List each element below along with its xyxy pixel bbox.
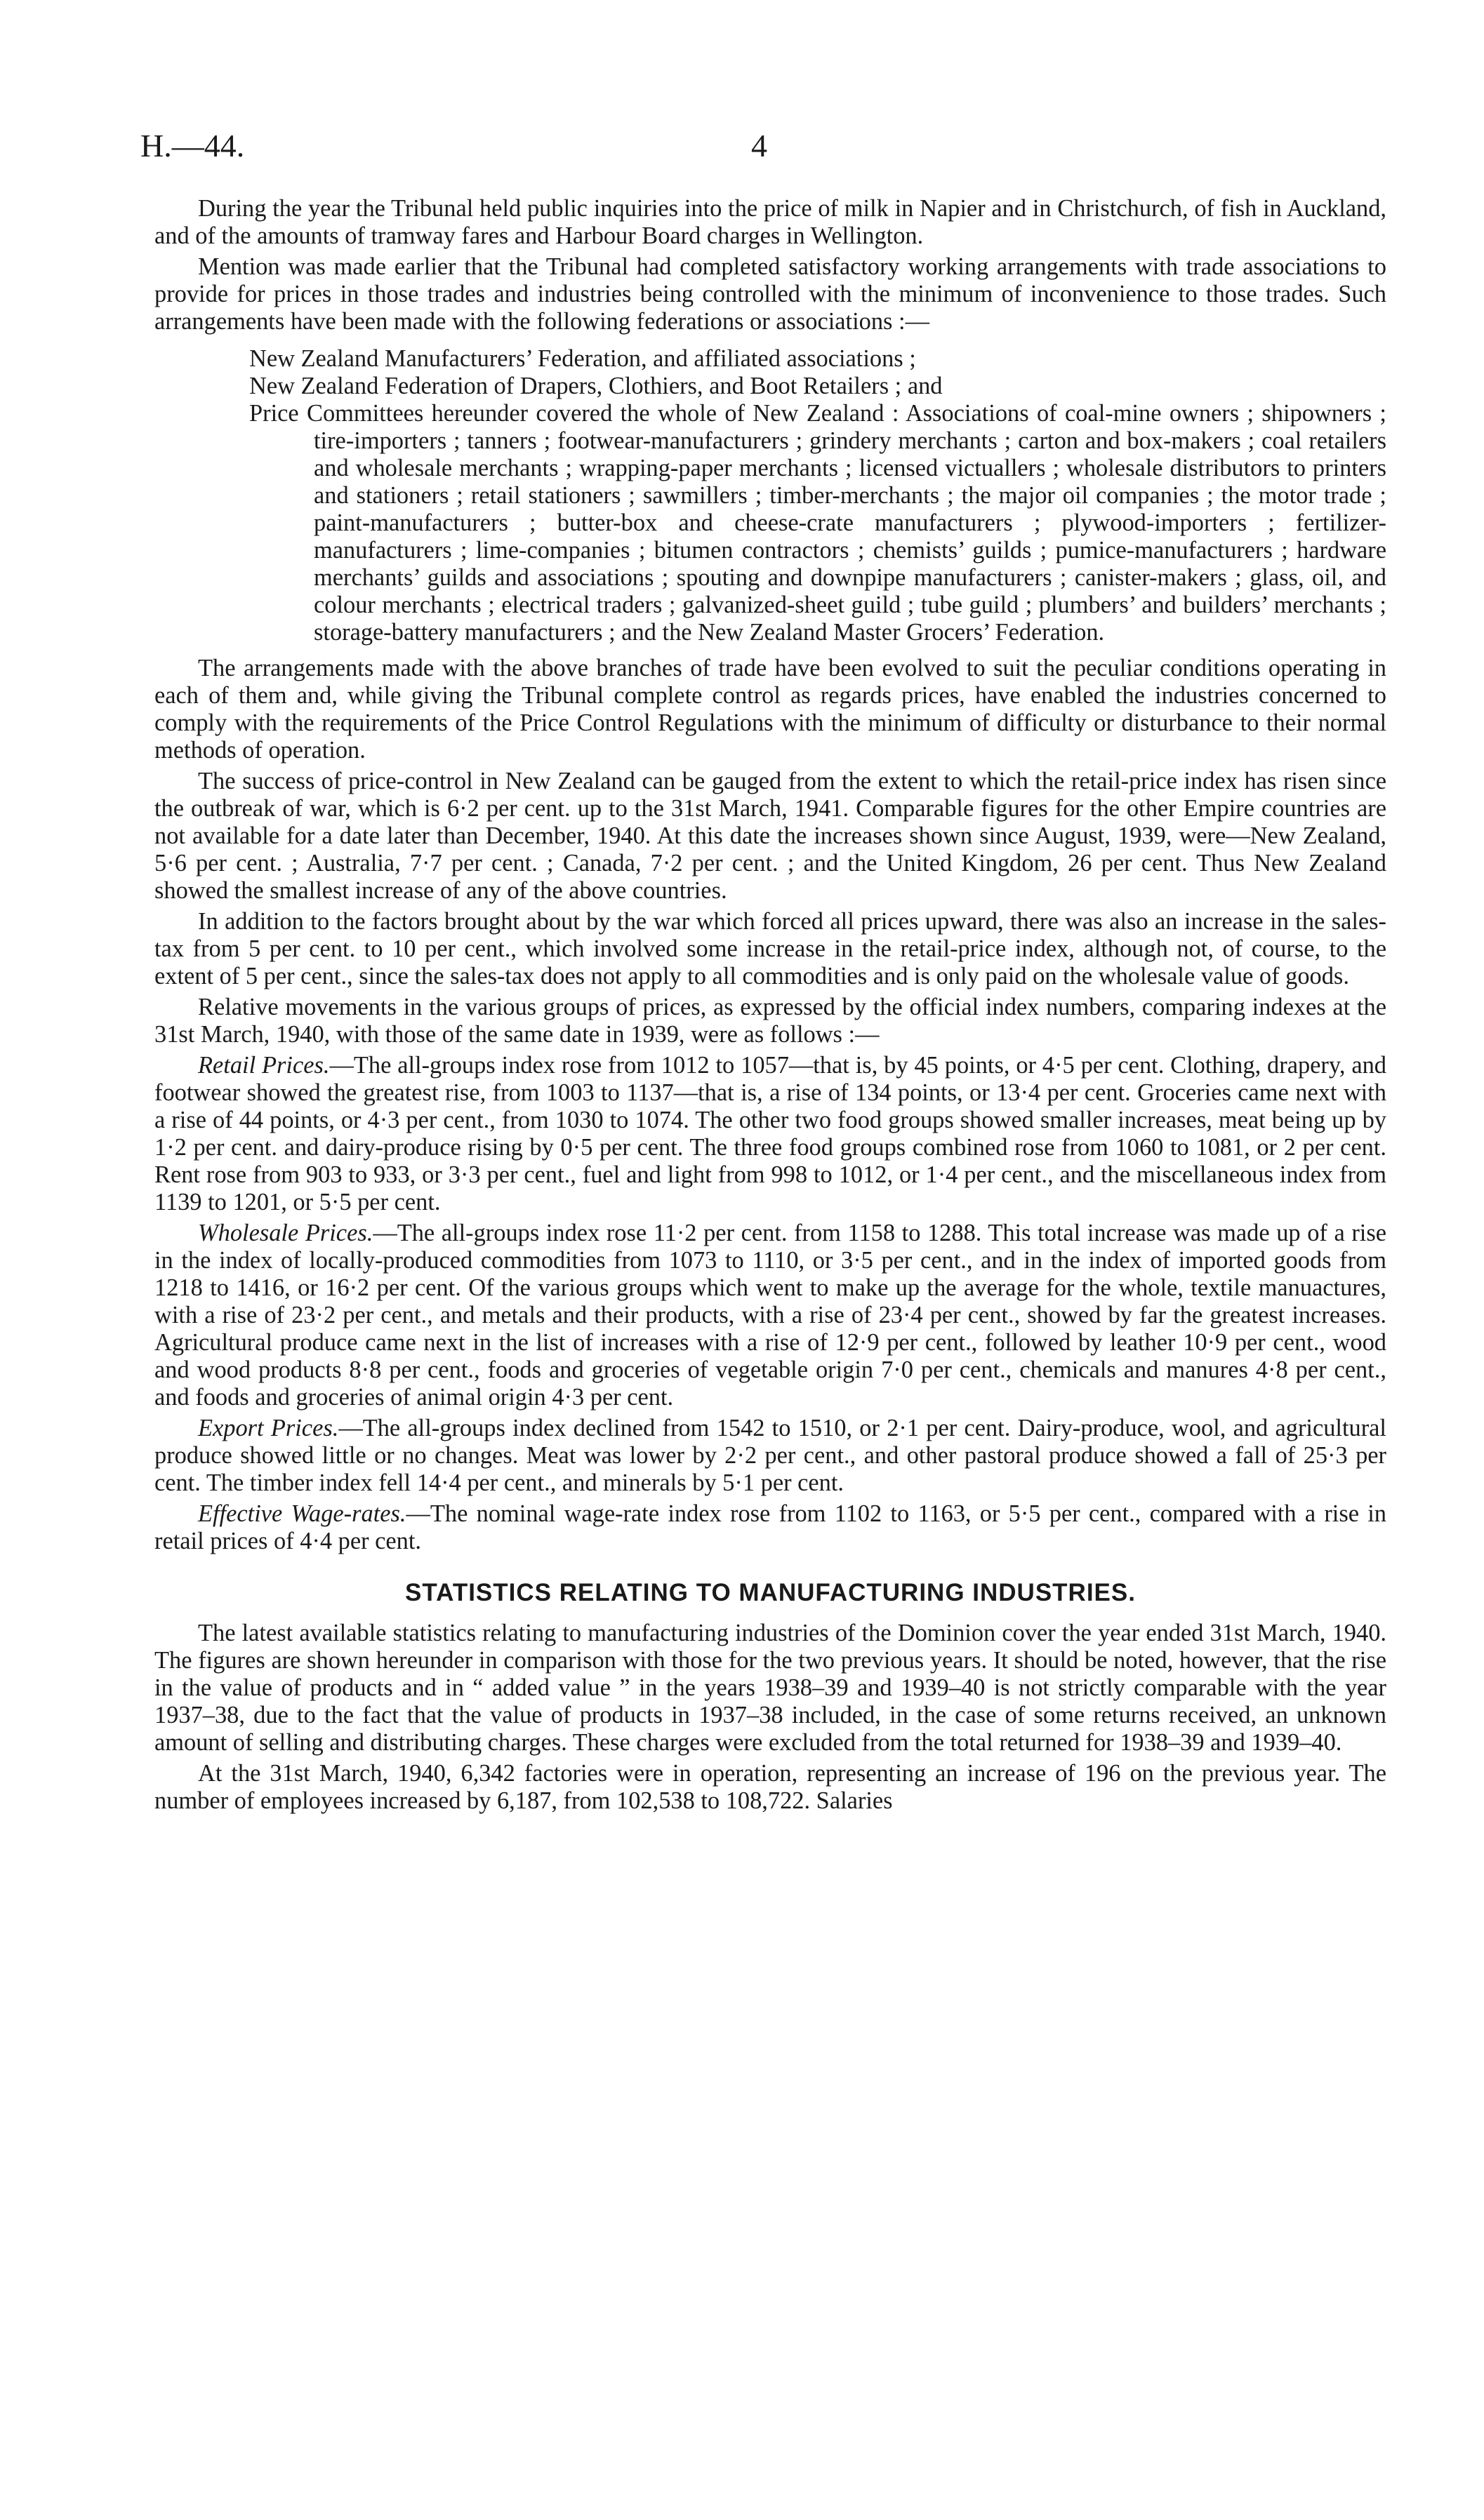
export-prices-heading: Export Prices. (198, 1415, 339, 1441)
paragraph-wholesale-prices (154, 1220, 1386, 1411)
wholesale-prices-text: —The all-groups index rose 11·2 per cent. from 1158 to 1288. This total increase was made up of a rise in the index of locally-produced commodities from 1073 to 1110, or 3·5 per cent., and in the index of imported goods from 1218 to 1416, or 16·2 per cent. Of the various groups which went to make up the average for the whole, textile manuactures, with a rise of 23·2 per cent., and metals and their products, with a rise of 23·4 per cent., showed by far the greatest increases. Agricultural produce came next in the list of increases with a rise of 12·9 per cent., followed by leather 10·9 per cent., wood and wood products 8·8 per cent., foods and groceries of vegetable origin 7·0 per cent., chemicals and manures 4·8 per cent., and foods and groceries of animal origin 4·3 per cent. (154, 1220, 1386, 1411)
paragraph-wage-rates (154, 1500, 1386, 1555)
paragraph-factories-count: At the 31st March, 1940, 6,342 factories were in operation, representing an increase of 196 on the previous year. The number of employees increased by 6,187, from 102,538 to 108,722. Salaries (154, 1760, 1386, 1814)
retail-prices-text: —The all-groups index rose from 1012 to 1057—that is, by 45 points, or 4·5 per cent. Clothing, drapery, and footwear showed the greatest rise, from 1003 to 1137—that is, a rise of 134 points, or 13·4 per cent. Groceries came next with a rise of 44 points, or 4·3 per cent., from 1030 to 1074. The other two food groups showed smaller increases, meat being up by 1·2 per cent. and dairy-produce rising by 0·5 per cent. The three food groups combined rose from 1060 to 1081, or 2 per cent. Rent rose from 903 to 933, or 3·3 per cent., fuel and light from 998 to 1012, or 1·4 per cent., and the miscellaneous index from 1139 to 1201, or 5·5 per cent. (154, 1052, 1386, 1215)
page-header (140, 125, 1404, 167)
paragraph-public-inquiries: During the year the Tribunal held public inquiries into the price of milk in Napier and in Christchurch, of fish in Auckland, and of the amounts of tramway fares and Harbour Board charges in Wellington. (154, 195, 1386, 249)
associations-list (154, 345, 1386, 646)
page-number: 4 (751, 128, 767, 164)
list-item-manufacturers-federation: New Zealand Manufacturers’ Federation, and affiliated associations ; (249, 345, 916, 372)
list-item-drapers-federation: New Zealand Federation of Drapers, Clothiers, and Boot Retailers ; and (249, 373, 943, 399)
page-body (154, 195, 1386, 1818)
paragraph-price-control-success: The success of price-control in New Zealand can be gauged from the extent to which the retail-price index has risen since the outbreak of war, which is 6·2 per cent. up to the 31st March, 1941. Comparable figures for the other Empire countries are not available for a date later than December, 1940. At this date the increases shown since August, 1939, were—New Zealand, 5·6 per cent. ; Australia, 7·7 per cent. ; Canada, 7·2 per cent. ; and the United Kingdom, 26 per cent. Thus New Zealand showed the smallest increase of any of the above countries. (154, 768, 1386, 904)
retail-prices-heading: Retail Prices. (198, 1052, 330, 1079)
paragraph-trade-arrangements: Mention was made earlier that the Tribunal had completed satisfactory working arrangements with trade associations to provide for prices in those trades and industries being controlled with the minimum of inconvenience to those trades. Such arrangements have been made with the following federations or associations :— (154, 253, 1386, 335)
list-item-price-committees: Price Committees hereunder covered the whole of New Zealand : Associations of coal-mine owners ; shipowners ; tire-importers ; tanners ; footwear-manufacturers ; grindery merchants ; carton and box-makers ; coal retailers and wholesale merchants ; wrapping-paper merchants ; licensed victuallers ; wholesale distributors to printers and stationers ; retail stationers ; sawmillers ; timber-merchants ; the major oil companies ; the motor trade ; paint-manufacturers ; butter-box and cheese-crate manufacturers ; plywood-importers ; fertilizer-manufacturers ; lime-companies ; bitumen contractors ; chemists’ guilds ; pumice-manufacturers ; hardware merchants’ guilds and associations ; spouting and downpipe manufacturers ; canister-makers ; glass, oil, and colour merchants ; electrical traders ; galvanized-sheet guild ; tube guild ; plumbers’ and builders’ merchants ; storage-battery manufacturers ; and the New Zealand Master Grocers’ Federation. (249, 400, 1386, 646)
paragraph-retail-prices (154, 1052, 1386, 1216)
paragraph-arrangements-evolved: The arrangements made with the above branches of trade have been evolved to suit the peculiar conditions operating in each of them and, while giving the Tribunal complete control as regards prices, have enabled the industries concerned to comply with the requirements of the Price Control Regulations with the minimum of difficulty or disturbance to their normal methods of operation. (154, 655, 1386, 764)
paragraph-sales-tax: In addition to the factors brought about by the war which forced all prices upward, there was also an increase in the sales-tax from 5 per cent. to 10 per cent., which involved some increase in the retail-price index, although not, of course, to the extent of 5 per cent., since the sales-tax does not apply to all commodities and is only paid on the wholesale value of goods. (154, 908, 1386, 989)
export-prices-text: —The all-groups index declined from 1542 to 1510, or 2·1 per cent. Dairy-produce, wool, and agricultural produce showed little or no changes. Meat was lower by 2·2 per cent., and other pastoral produce showed a fall of 25·3 per cent. The timber index fell 14·4 per cent., and minerals by 5·1 per cent. (154, 1415, 1386, 1496)
document-reference: H.—44. (140, 128, 245, 164)
paragraph-latest-statistics: The latest available statistics relating to manufacturing industries of the Dominion cover the year ended 31st March, 1940. The figures are shown hereunder in comparison with those for the two previous years. It should be noted, however, that the rise in the value of products and in “ added value ” in the years 1938–39 and 1939–40 is not strictly comparable with the year 1937–38, due to the fact that the value of products in 1937–38 included, in the case of some returns received, an unknown amount of selling and distributing charges. These charges were excluded from the total returned for 1938–39 and 1939–40. (154, 1620, 1386, 1756)
wage-rates-text: —The nominal wage-rate index rose from 1102 to 1163, or 5·5 per cent., compared with a rise in retail prices of 4·4 per cent. (154, 1500, 1387, 1554)
wage-rates-heading: Effective Wage-rates. (198, 1500, 406, 1527)
paragraph-export-prices (154, 1415, 1386, 1497)
section-heading-manufacturing: STATISTICS RELATING TO MANUFACTURING INDUSTRIES. (405, 1579, 1136, 1606)
wholesale-prices-heading: Wholesale Prices. (198, 1220, 373, 1246)
paragraph-relative-movements: Relative movements in the various groups of prices, as expressed by the official index numbers, comparing indexes at the 31st March, 1940, with those of the same date in 1939, were as follows :— (154, 994, 1386, 1048)
